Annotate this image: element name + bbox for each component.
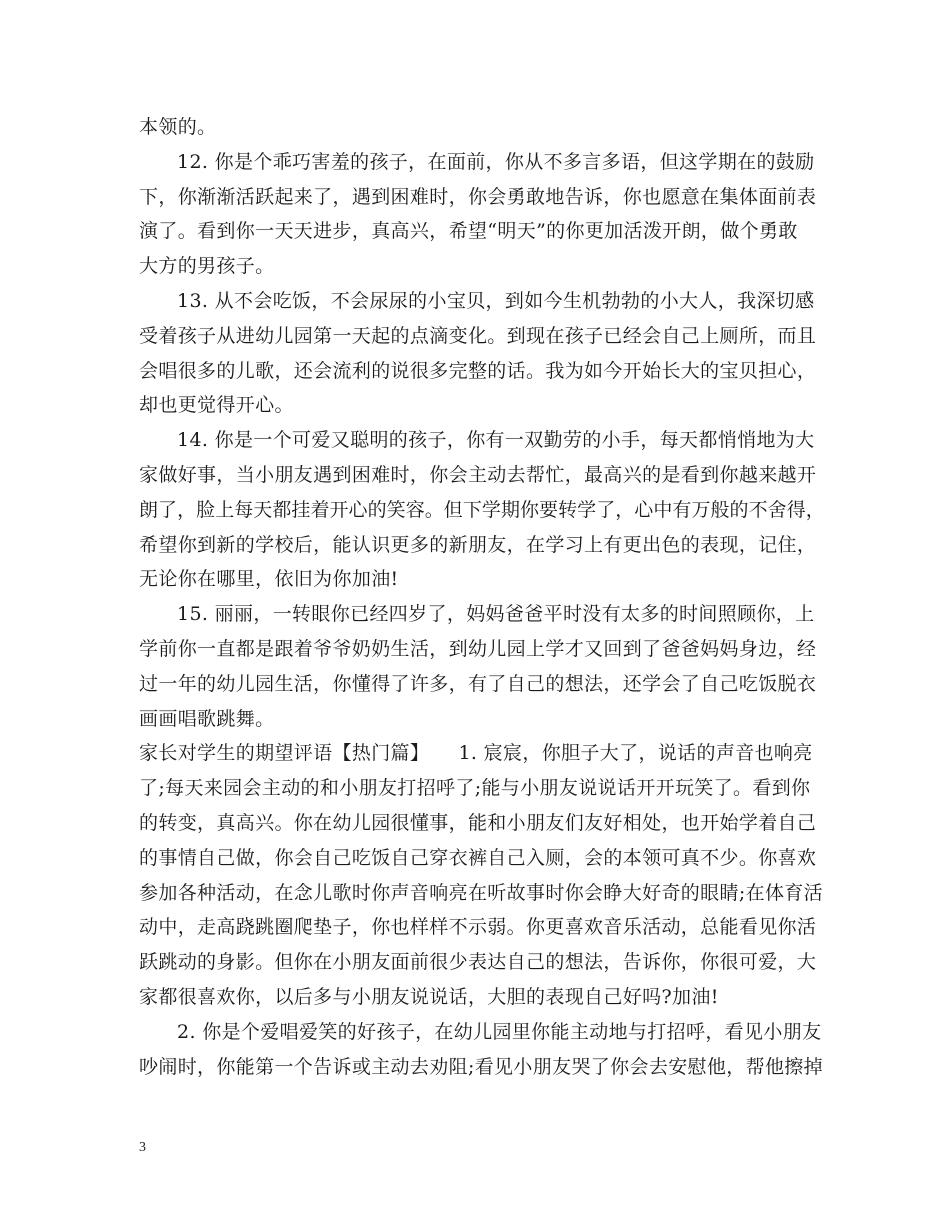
text-line: 吵闹时，你能第一个告诉或主动去劝阻;看见小朋友哭了你会去安慰他，帮他擦掉 <box>139 1055 824 1078</box>
text-line: 却也更觉得开心。 <box>139 394 294 417</box>
text-line: 会唱很多的儿歌，还会流利的说很多完整的话。我为如今开始长大的宝贝担心， <box>139 359 817 382</box>
text-line: 演了。看到你一天天进步，真高兴，希望“明天”的你更加活泼开朗，做个勇敢 <box>139 220 798 243</box>
text-line: 过一年的幼儿园生活，你懂得了许多，有了自己的想法，还学会了自己吃饭脱衣 <box>139 672 817 695</box>
text-line: 家长对学生的期望评语【热门篇】 1. 宸宸，你胆子大了，说话的声音也响亮 <box>139 742 813 765</box>
text-line: 家都很喜欢你，以后多与小朋友说说话，大胆的表现自己好吗?加油! <box>139 985 719 1008</box>
text-line: 的事情自己做，你会自己吃饭自己穿衣裤自己入厕，会的本领可真不少。你喜欢 <box>139 846 817 869</box>
text-line: 受着孩子从进幼儿园第一天起的点滴变化。到现在孩子已经会自己上厕所，而且 <box>139 324 817 347</box>
text-line: 本领的。 <box>139 116 217 138</box>
text-line: 12. 你是个乖巧害羞的孩子，在面前，你从不多言多语，但这学期在的鼓励 <box>177 150 815 173</box>
text-line: 跃跳动的身影。但你在小朋友面前很少表达自己的想法，告诉你，你很可爱，大 <box>139 951 817 974</box>
text-line: 希望你到新的学校后，能认识更多的新朋友，在学习上有更出色的表现，记住， <box>139 533 817 556</box>
text-line: 的转变，真高兴。你在幼儿园很懂事，能和小朋友们友好相处，也开始学着自己 <box>139 811 817 834</box>
page-number: 3 <box>139 1140 146 1155</box>
text-line: 下，你渐渐活跃起来了，遇到困难时，你会勇敢地告诉，你也愿意在集体面前表 <box>139 185 817 208</box>
text-line: 无论你在哪里，依旧为你加油! <box>139 568 399 591</box>
text-line: 13. 从不会吃饭，不会尿尿的小宝贝，到如今生机勃勃的小大人，我深切感 <box>177 289 815 312</box>
text-line: 大方的男孩子。 <box>139 255 275 278</box>
text-line: 朗了，脸上每天都挂着开心的笑容。但下学期你要转学了，心中有万般的不舍得， <box>139 498 825 521</box>
document-body <box>139 110 827 1084</box>
text-line: 了;每天来园会主动的和小朋友打招呼了;能与小朋友说说话开开玩笑了。看到你 <box>139 777 811 800</box>
text-line: 学前你一直都是跟着爷爷奶奶生活，到幼儿园上学才又回到了爸爸妈妈身边，经 <box>139 637 817 660</box>
text-line: 2. 你是个爱唱爱笑的好孩子，在幼儿园里你能主动地与打招呼，看见小朋友 <box>177 1020 822 1043</box>
text-line: 家做好事，当小朋友遇到困难时，你会主动去帮忙，最高兴的是看到你越来越开 <box>139 463 817 486</box>
text-line: 动中，走高跷跳圈爬垫子，你也样样不示弱。你更喜欢音乐活动，总能看见你活 <box>139 916 817 939</box>
text-line: 画画唱歌跳舞。 <box>139 707 275 730</box>
text-line: 15. 丽丽，一转眼你已经四岁了，妈妈爸爸平时没有太多的时间照顾你，上 <box>177 603 815 626</box>
text-line: 14. 你是一个可爱又聪明的孩子，你有一双勤劳的小手，每天都悄悄地为大 <box>177 429 815 452</box>
text-line: 参加各种活动，在念儿歌时你声音响亮在听故事时你会睁大好奇的眼睛;在体育活 <box>139 881 824 904</box>
